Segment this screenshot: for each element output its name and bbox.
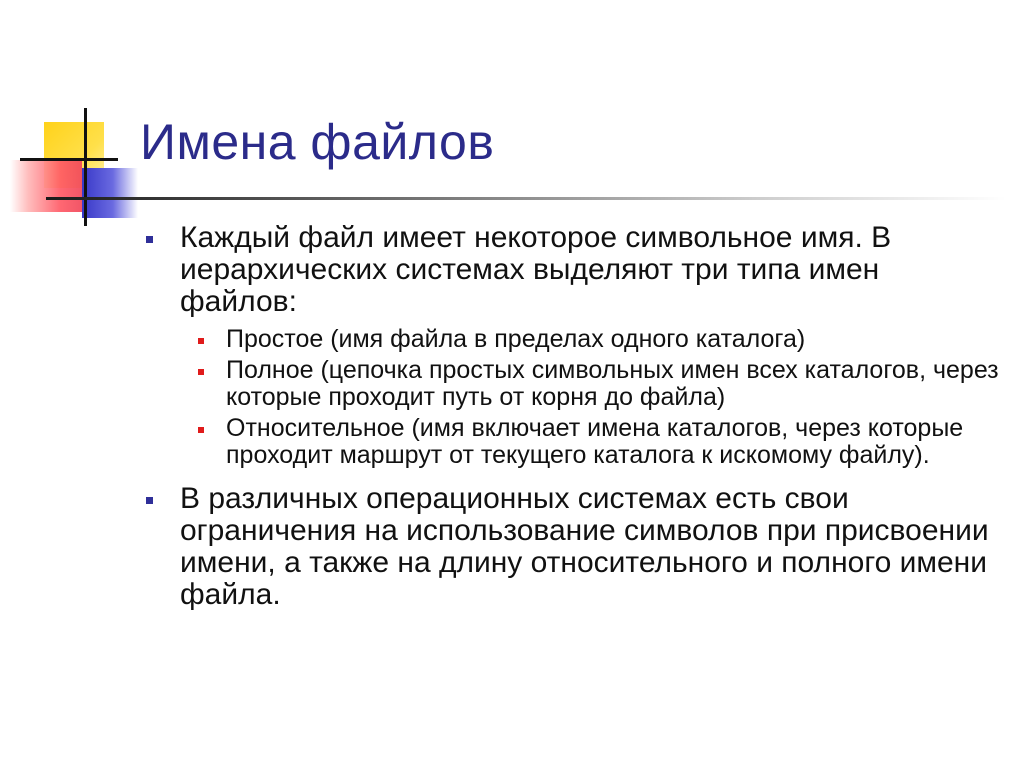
sub-bullet-text: Полное (цепочка простых символьных имен всех каталогов, через которые проходит путь от корня до файла) [226, 356, 999, 411]
vertical-line-decoration [84, 108, 87, 226]
small-square-bullet-icon [198, 338, 204, 344]
small-square-bullet-icon [198, 369, 204, 375]
short-horizontal-line-decoration [20, 158, 118, 161]
slide-title: Имена файлов [140, 114, 495, 170]
bullet-text: Каждый файл имеет некоторое символьное имя. В иерархических системах выделяют три типа имен файлов: [180, 221, 892, 318]
title-underline [46, 197, 1006, 200]
bullet-item [140, 222, 1000, 318]
blue-gradient-decoration [82, 168, 138, 218]
small-square-bullet-icon [198, 427, 204, 433]
square-bullet-icon [146, 497, 153, 504]
sub-bullet-item [140, 357, 1000, 411]
bullet-item [140, 483, 1000, 611]
sub-bullet-text: Относительное (имя включает имена каталогов, через которые проходит маршрут от текущего каталога к искомому файлу). [226, 414, 964, 469]
bullet-text: В различных операционных системах есть свои ограничения на использование символов при присвоении имени, а также на длину относительного и полного имени файла. [180, 482, 989, 611]
red-gradient-decoration [10, 160, 82, 212]
sub-bullet-text: Простое (имя файла в пределах одного каталога) [226, 325, 806, 353]
sub-bullet-item [140, 415, 1000, 469]
sub-bullet-list [140, 326, 1000, 469]
slide-content [140, 222, 1000, 619]
sub-bullet-item [140, 326, 1000, 353]
square-bullet-icon [146, 236, 153, 243]
